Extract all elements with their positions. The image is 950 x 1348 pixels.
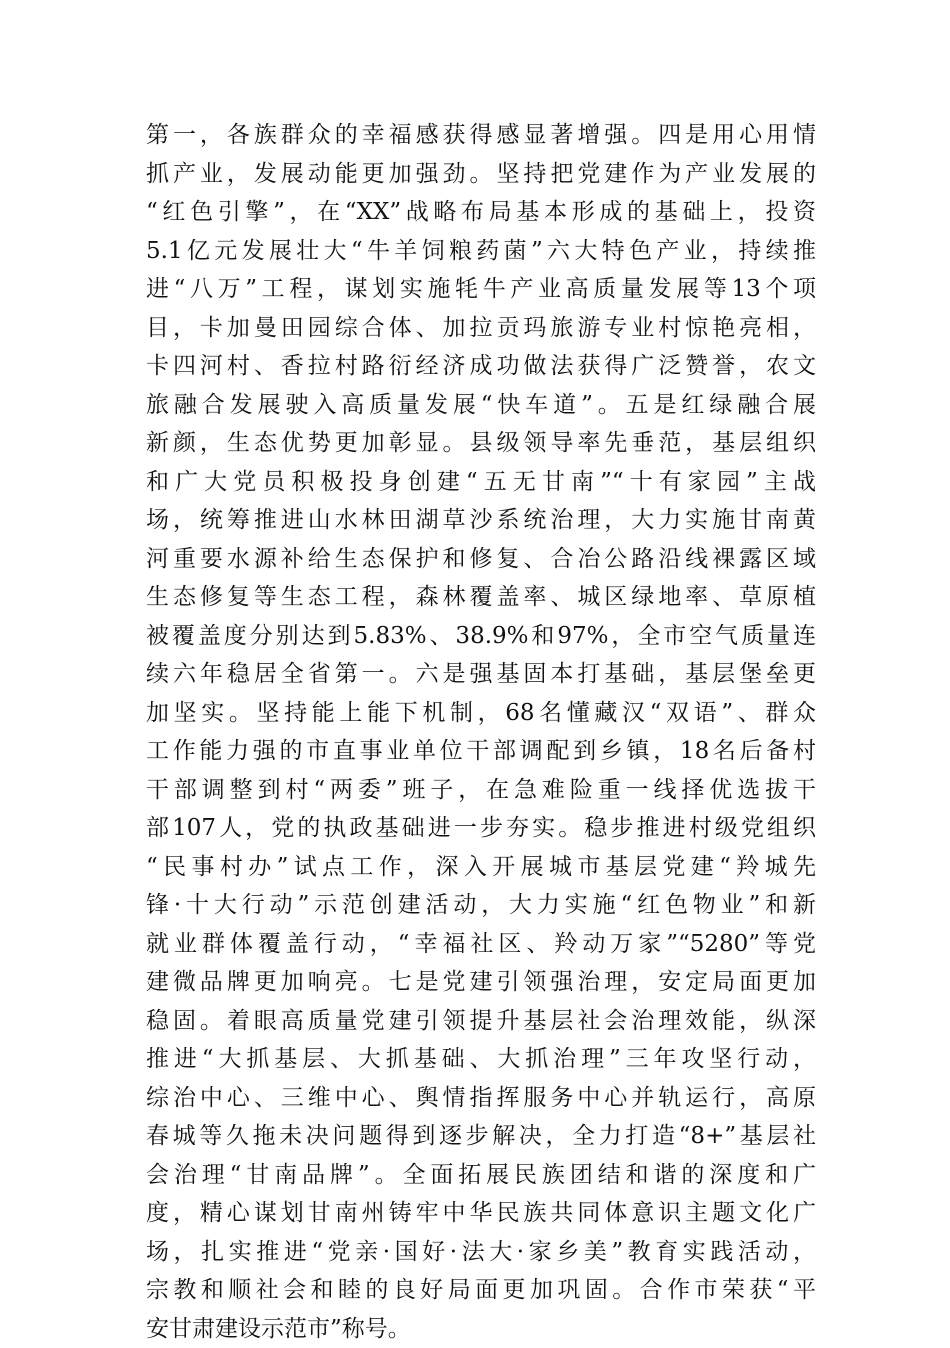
text-line: 场，统筹推进山水林田湖草沙系统治理，大力实施甘南黄 [146, 501, 816, 540]
text-line: 和广大党员积极投身创建“五无甘南”“十有家园”主战 [146, 463, 816, 502]
text-line: 稳固。着眼高质量党建引领提升基层社会治理效能，纵深 [146, 1002, 816, 1041]
text-line: 安甘肃建设示范市”称号。 [146, 1310, 816, 1348]
text-line: 部107人，党的执政基础进一步夯实。稳步推进村级党组织 [146, 809, 816, 848]
text-line: 会治理“甘南品牌”。全面拓展民族团结和谐的深度和广 [146, 1156, 816, 1195]
text-line: 锋·十大行动”示范创建活动，大力实施“红色物业”和新 [146, 886, 816, 925]
text-line: 旅融合发展驶入高质量发展“快车道”。五是红绿融合展 [146, 386, 816, 425]
text-line: 宗教和顺社会和睦的良好局面更加巩固。合作市荣获“平 [146, 1271, 816, 1310]
text-line: 5.1亿元发展壮大“牛羊饲粮药菌”六大特色产业，持续推 [146, 232, 816, 271]
text-line: 场，扎实推进“党亲·国好·法大·家乡美”教育实践活动， [146, 1233, 816, 1272]
text-line: 卡四河村、香拉村路衍经济成功做法获得广泛赞誉，农文 [146, 347, 816, 386]
text-line: 综治中心、三维中心、舆情指挥服务中心并轨运行，高原 [146, 1079, 816, 1118]
text-line: 第一，各族群众的幸福感获得感显著增强。四是用心用情 [146, 116, 816, 155]
text-line: 河重要水源补给生态保护和修复、合冶公路沿线裸露区域 [146, 540, 816, 579]
text-line: 被覆盖度分别达到5.83%、38.9%和97%，全市空气质量连 [146, 617, 816, 656]
text-line: 进“八万”工程，谋划实施牦牛产业高质量发展等13个项 [146, 270, 816, 309]
text-line: 就业群体覆盖行动，“幸福社区、羚动万家”“5280”等党 [146, 925, 816, 964]
text-line: 春城等久拖未决问题得到逐步解决，全力打造“8+”基层社 [146, 1117, 816, 1156]
text-line: 度，精心谋划甘南州铸牢中华民族共同体意识主题文化广 [146, 1194, 816, 1233]
text-line: 干部调整到村“两委”班子，在急难险重一线择优选拔干 [146, 771, 816, 810]
text-line: 工作能力强的市直事业单位干部调配到乡镇，18名后备村 [146, 732, 816, 771]
body-text [146, 116, 816, 1348]
text-line: 推进“大抓基层、大抓基础、大抓治理”三年攻坚行动， [146, 1040, 816, 1079]
text-line: 续六年稳居全省第一。六是强基固本打基础，基层堡垒更 [146, 655, 816, 694]
text-line: “红色引擎”，在“XX”战略布局基本形成的基础上，投资 [146, 193, 816, 232]
text-line: 抓产业，发展动能更加强劲。坚持把党建作为产业发展的 [146, 155, 816, 194]
text-line: 建微品牌更加响亮。七是党建引领强治理，安定局面更加 [146, 963, 816, 1002]
text-line: 新颜，生态优势更加彰显。县级领导率先垂范，基层组织 [146, 424, 816, 463]
text-line: “民事村办”试点工作，深入开展城市基层党建“羚城先 [146, 848, 816, 887]
text-line: 目，卡加曼田园综合体、加拉贡玛旅游专业村惊艳亮相， [146, 309, 816, 348]
text-line: 生态修复等生态工程，森林覆盖率、城区绿地率、草原植 [146, 578, 816, 617]
text-line: 加坚实。坚持能上能下机制，68名懂藏汉“双语”、群众 [146, 694, 816, 733]
